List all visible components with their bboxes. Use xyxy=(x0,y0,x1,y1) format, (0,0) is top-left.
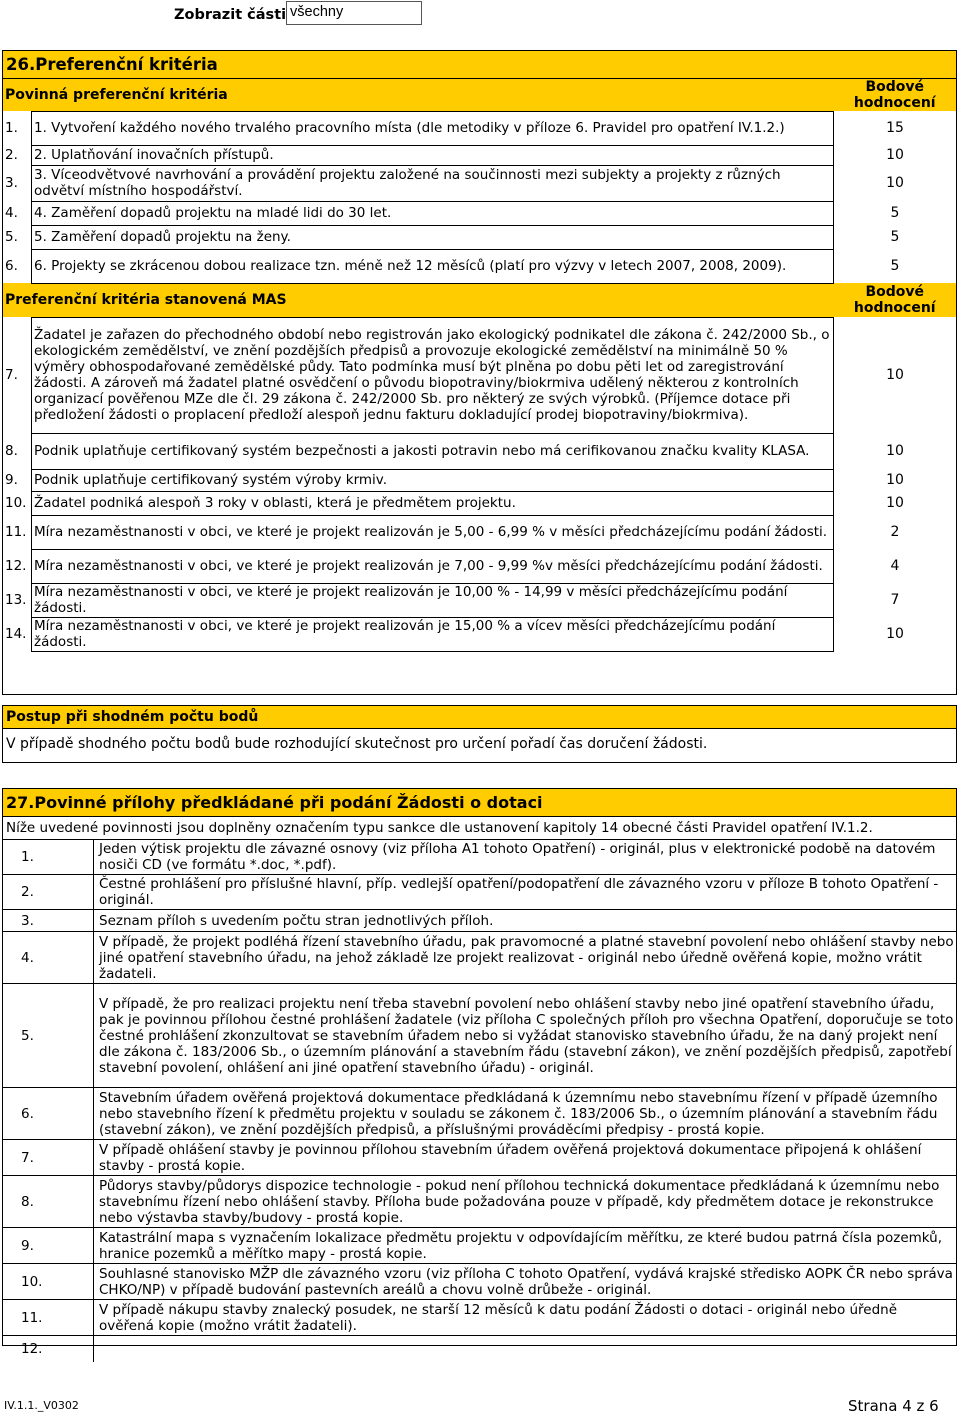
criterion-row: 13. Míra nezaměstnanosti v obci, ve které je projekt realizován je 10,00 % - 14,99 v měsíci předcházejícímu podání žádosti. 7 xyxy=(5,584,900,616)
criterion-row: 11. Míra nezaměstnanosti v obci, ve které je projekt realizován je 5,00 - 6,99 % v měsíci předcházejícímu podání žádosti. 2 xyxy=(3,515,956,549)
mandatory-title: Povinná preferenční kritéria xyxy=(3,79,834,111)
criterion-row: 14. Míra nezaměstnanosti v obci, ve které je projekt realizován je 15,00 % a vícev měsíci předcházejícímu podání žádosti. 10 xyxy=(5,618,904,650)
document-code: IV.1.1._V0302 xyxy=(4,1399,79,1412)
mas-criteria-title: Preferenční kritéria stanovená MAS xyxy=(3,283,834,317)
criterion-row: 9. Podnik uplatňuje certifikovaný systém výroby krmiv. 10 xyxy=(3,469,956,491)
section-preferential-criteria xyxy=(2,50,957,695)
points-header-mas: Bodové hodnocení xyxy=(834,283,957,317)
attachment-row: 7. V případě ohlášení stavby je povinnou přílohou stavebním úřadem ověřená projektová dokumentace připojená k ohlášení stavby - prostá kopie. xyxy=(3,1140,956,1176)
criterion-row: 7. Žadatel je zařazen do přechodného období nebo registrován jako ekologický podnikatel dle zákona č. 242/2000 Sb., o ekologickém zemědělství, ve znění pozdějších předpisů a provozuje ekologické zemědělství na minimálně 50 % výměry obhospodařované zemědělské půdy. Tato podmínka musí být plněna po dobu pěti let od zaregistrování žádosti. A zároveň má žadatel platné osvědčení o původu biopotraviny/biokrmiva udělený některou z kontrolních organizací pověřenou MZe dle čl. 29 zákona č. 242/2000 Sb. pro některý ze svých výrobků. (Příjemce dotace při předložení žádosti o proplacení předloží alespoň jednu fakturu dokladující prodej biopotraviny/biokrmiva). 10 xyxy=(3,317,956,433)
section-27-title: 27.Povinné přílohy předkládané při podání Žádosti o dotaci xyxy=(3,789,956,817)
tie-break-title: Postup při shodném počtu bodů xyxy=(3,706,956,729)
section-tie-break xyxy=(2,705,957,763)
attachment-row: 3. Seznam příloh s uvedením počtu stran jednotlivých příloh. xyxy=(3,910,956,932)
attachment-row: 5. V případě, že pro realizaci projektu není třeba stavební povolení nebo ohlášení stavby nebo jiné opatření stavebního úřadu, pak je povinnou přílohou čestné prohlášení žadatele (viz příloha C společných příloh pro všechna Opatření, doporučuje se toto čestné prohlášení zkonzultovat se stavebním úřadem nebo si vyžádat stanovisko stavebního úřadu, že na daný projekt není dle zákona č. 183/2006 Sb., o územním plánování a stavebním řádu (stavební zákon), ve znění pozdějších předpisů, zapotřebí stavební povolení, ohlášení ani jiné opatření stavebního úřadu) - originál. xyxy=(3,984,956,1088)
section-26-title: 26.Preferenční kritéria xyxy=(3,51,956,79)
criterion-row: 10. Žadatel podniká alespoň 3 roky v oblasti, která je předmětem projektu. 10 xyxy=(3,491,956,515)
criterion-row: 1. 1. Vytvoření každého nového trvalého pracovního místa (dle metodiky v příloze 6. Pravidel pro opatření IV.1.2.) 15 xyxy=(3,111,956,145)
attachment-row: 4. V případě, že projekt podléhá řízení stavebního úřadu, pak pravomocné a platné stavební povolení nebo ohlášení stavby nebo jiné opatření stavebního úřadu, na jehož základě lze projekt realizovat - originál nebo úředně ověřená kopie, možno vrátit žadateli. xyxy=(3,932,956,984)
criterion-row: 3. 3. Víceodvětvové navrhování a provádění projektu založené na součinnosti mezi subjekty a projekty z různých odvětví místního hospodářství. 10 xyxy=(5,167,904,199)
section-attachments xyxy=(2,788,957,1357)
attachment-row: 12. xyxy=(3,1336,956,1362)
criterion-row: 5. 5. Zaměření dopadů projektu na ženy. 5 xyxy=(3,225,956,249)
criterion-row: 6. 6. Projekty se zkrácenou dobou realizace tzn. méně než 12 měsíců (platí pro výzvy v letech 2007, 2008, 2009). 5 xyxy=(3,249,956,283)
criterion-row: 8. Podnik uplatňuje certifikovaný systém bezpečnosti a jakosti potravin nebo má cerifikovanou značku kvality KLASA. 10 xyxy=(3,433,956,469)
attachment-row: 6. Stavebním úřadem ověřená projektová dokumentace předkládaná k územnímu nebo stavebnímu řízení v případě územního nebo stavebního řízení k předmětu projektu v souladu se zákonem č. 183/2006 Sb., o územním plánování a stavebním řádu (stavební zákon), ve znění pozdějších předpisů, a příslušnými prováděcími předpisy - prostá kopie. xyxy=(3,1088,956,1140)
mandatory-criteria-table xyxy=(3,79,956,652)
attachment-row: 10. Souhlasné stanovisko MŽP dle závazného vzoru (viz příloha C tohoto Opatření, vydává krajské středisko AOPK ČR nebo správa CHKO/NP) v případě budování pastevních areálů a chovu volně drůbeže - originál. xyxy=(3,1264,956,1300)
attachment-row: 2. Čestné prohlášení pro příslušné hlavní, příp. vedlejší opatření/podopatření dle závazného vzoru v příloze B tohoto Opatření - originál. xyxy=(3,875,956,910)
tie-break-text: V případě shodného počtu bodů bude rozhodující skutečnost pro určení pořadí čas doručení žádosti. xyxy=(6,736,708,752)
attachments-table xyxy=(3,839,956,1362)
attachments-intro: Níže uvedené povinnosti jsou doplněny označením typu sankce dle ustanovení kapitoly 14 obecné části Pravidel opatření IV.1.2. xyxy=(6,820,873,836)
criterion-row: 2. 2. Uplatňování inovačních přístupů. 10 xyxy=(5,147,904,163)
filter-select[interactable]: všechny xyxy=(286,1,422,25)
attachment-row: 9. Katastrální mapa s vyznačením lokalizace předmětu projektu v odpovídajícím měřítku, ze které budou patrná čísla pozemků, hranice pozemků a měřítko mapy - prostá kopie. xyxy=(3,1228,956,1264)
criterion-row: 12. Míra nezaměstnanosti v obci, ve které je projekt realizován je 7,00 - 9,99 %v měsíci předcházejícímu podání žádosti. 4 xyxy=(3,549,956,583)
attachment-row: 11. V případě nákupu stavby znalecký posudek, ne starší 12 měsíců k datu podání Žádosti o dotaci - originál nebo úředně ověřená kopie (možno vrátit žadateli). xyxy=(3,1300,956,1336)
page-number: Strana 4 z 6 xyxy=(848,1397,939,1415)
filter-label: Zobrazit části xyxy=(174,7,287,23)
criterion-row: 4. 4. Zaměření dopadů projektu na mladé lidi do 30 let. 5 xyxy=(3,201,956,225)
attachment-row: 1. Jeden výtisk projektu dle závazné osnovy (viz příloha A1 tohoto Opatření) - originál, plus v elektronické podobě na datovém nosiči CD (ve formátu *.doc, *.pdf). xyxy=(3,840,956,875)
points-header: Bodové hodnocení xyxy=(834,79,957,111)
attachment-row: 8. Půdorys stavby/půdorys dispozice technologie - pokud není přílohou technická dokumentace předkládaná k územnímu nebo stavebnímu řízení nebo ohlášení stavby. Příloha bude požadována pouze v případě, kdy předmětem dotace je rekonstrukce nebo výstavba stavby/budovy - prostá kopie. xyxy=(3,1176,956,1228)
